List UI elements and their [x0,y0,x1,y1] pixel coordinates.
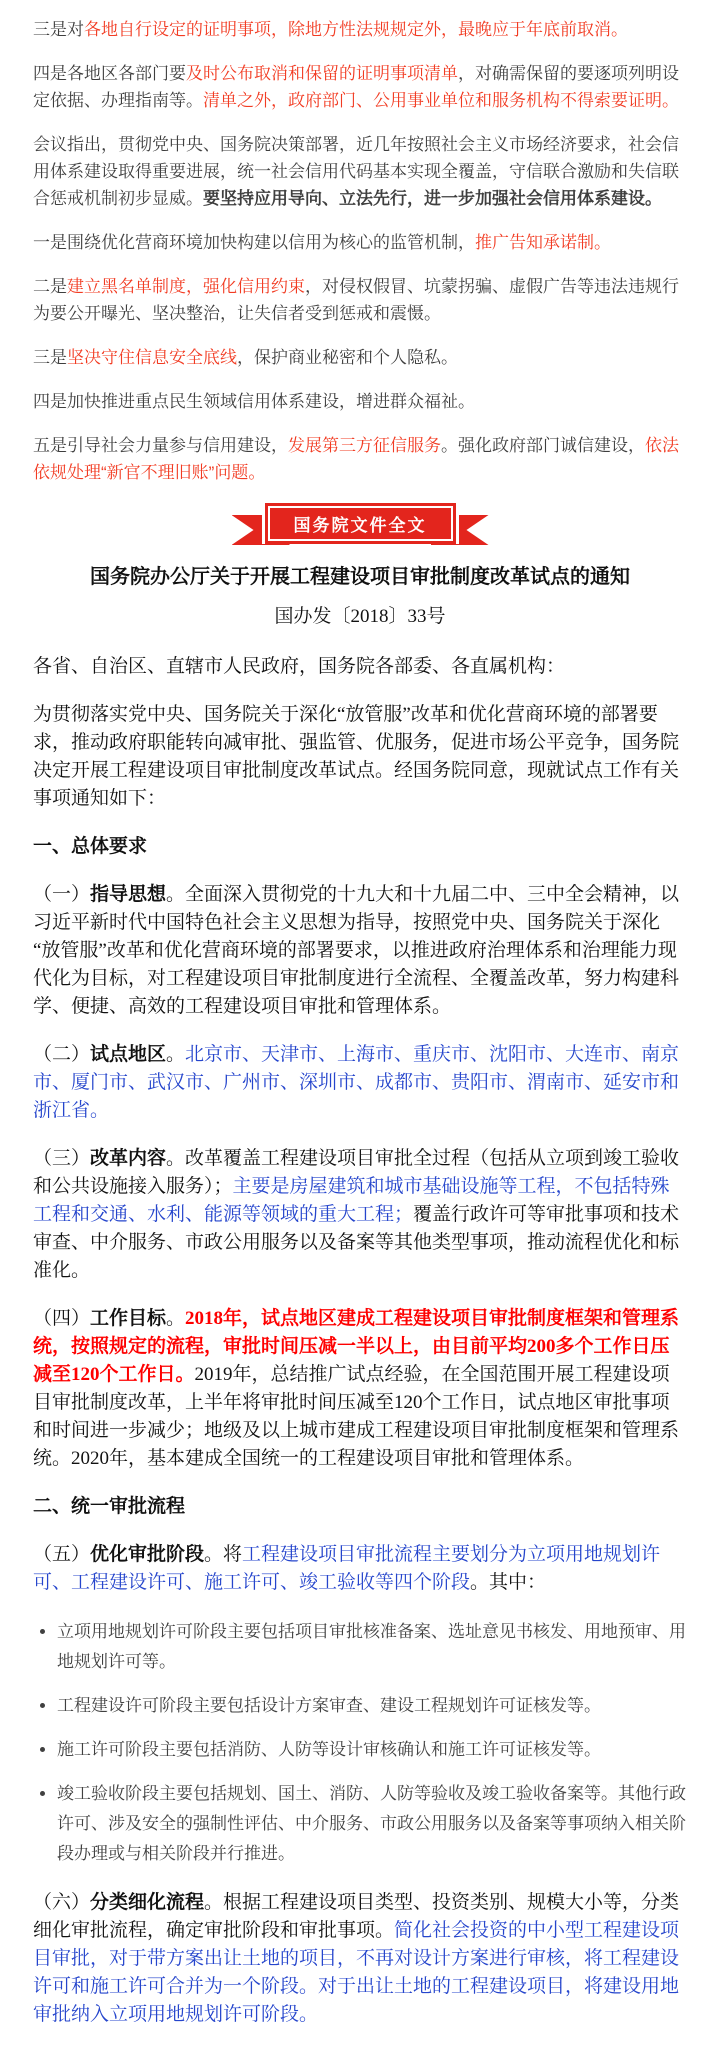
text-segment: 三是 [33,348,67,367]
text-segment: 。 [166,1044,186,1065]
text-segment: （二） [33,1044,91,1065]
paragraph [33,131,687,212]
paragraph [33,229,687,256]
text-segment: 。全面深入贯彻党的十九大和十九届二中、三中全会精神，以习近平新时代中国特色社会主义思想为指导，按照党中央、国务院关于深化“放管服”改革和优化营商环境的部署要求，以推进政府治理体系和治理能力现代化为目标，对工程建设项目审批制度进行全流程、全覆盖改革，努力构建科学、便捷、高效的工程建设项目审批和管理体系。 [33,884,680,1017]
text-segment: 工程建设项目审批流程主要划分为立项用地规划许可、工程建设许可、施工许可、竣工验收等四个阶段 [33,1544,661,1593]
text-segment: 主要是房屋建筑和城市基础设施等工程，不包括特殊工程和交通、水利、能源等领域的重大工程； [33,1176,670,1225]
text-segment: 三是对 [33,20,84,39]
paragraph [33,432,687,486]
text-segment: 发展第三方征信服务 [288,436,441,455]
text-segment: （一） [33,884,91,905]
text-segment: 优化审批阶段 [90,1544,205,1565]
text-segment: 工程建设许可阶段主要包括设计方案审查、建设工程规划许可证核发等。 [57,1696,601,1715]
text-segment: 施工许可阶段主要包括消防、人防等设计审核确认和施工许可证核发等。 [57,1740,601,1759]
document-title: 国务院办公厅关于开展工程建设项目审批制度改革试点的通知 [90,566,630,588]
paragraph [33,1889,687,2029]
banner-label: 国务院文件全文 [268,506,453,541]
text-segment: 简化社会投资的中小型工程建设项目审批，对于带方案出让土地的项目，不再对设计方案进行审核，将工程建设许可和施工许可合并为一个阶段。对于出让土地的工程建设项目，将建设用地审批纳入立项用地规划许可阶段。 [33,1920,680,2025]
text-segment: 。将 [204,1544,243,1565]
text-segment: 清单之外，政府部门、公用事业单位和服务机构不得索要证明。 [203,91,679,110]
text-segment: 。其中： [470,1572,547,1593]
text-segment: 指导思想 [90,884,167,905]
paragraph [33,1041,687,1125]
paragraph [33,1145,687,1285]
section-heading [33,1493,687,1521]
text-segment: 及时公布取消和保留的证明事项清单 [186,64,458,83]
text-segment: （六） [33,1892,91,1913]
paragraph [33,273,687,327]
text-segment: 立项用地规划许可阶段主要包括项目审批核准备案、选址意见书核发、用地预审、用地规划许可等。 [57,1622,686,1671]
text-segment: 五是引导社会力量参与信用建设， [33,436,288,455]
text-segment: 。改革覆盖工程建设项目审批全过程（包括从立项到竣工验收和公共设施接入服务）； [33,1148,680,1197]
text-segment: 二是 [33,277,67,296]
text-segment: 一是围绕优化营商环境加快构建以信用为核心的监管机制， [33,233,475,252]
text-segment: ，保护商业秘密和个人隐私。 [237,348,458,367]
text-segment: 覆盖行政许可等审批事项和技术审查、中介服务、市政公用服务以及备案等其他类型事项，推动流程优化和标准化。 [33,1204,680,1281]
text-segment: 试点地区 [90,1044,167,1065]
text-segment: 分类细化流程 [90,1892,205,1913]
text-segment: 推广告知承诺制。 [475,233,611,252]
list-item [57,1735,687,1765]
list-item [57,1691,687,1721]
paragraph [33,60,687,114]
document-body [33,653,687,2029]
paragraph [33,388,687,415]
paragraph [33,344,687,371]
list-item [57,1779,687,1869]
text-segment: 一、总体要求 [33,836,148,857]
text-segment: 工作目标 [90,1308,167,1329]
text-segment: 为贯彻落实党中央、国务院关于深化“放管服”改革和优化营商环境的部署要求，推动政府职能转向减审批、强监管、优服务，促进市场公平竞争，国务院决定开展工程建设项目审批制度改革试点。经国务院同意，现就试点工作有关事项通知如下： [33,704,680,809]
section-heading [33,833,687,861]
text-segment: （五） [33,1544,91,1565]
bullet-list [33,1617,687,1869]
text-segment: 依法依规处理“新官不理旧账”问题。 [33,436,679,482]
text-segment: ，对侵权假冒、坑蒙拐骗、虚假广告等违法违规行为要公开曝光、坚决整治，让失信者受到惩戒和震慑。 [33,277,679,323]
text-segment: （三） [33,1148,91,1169]
ribbon-box [262,503,459,544]
text-segment: 四是各地区各部门要 [33,64,186,83]
list-item [57,1617,687,1677]
intro-section [33,16,687,486]
paragraph [33,701,687,813]
text-segment: 2018年，试点地区建成工程建设项目审批制度框架和管理系统，按照规定的流程，审批时间压减一半以上，由目前平均200多个工作日压减至120个工作日。 [33,1308,680,1385]
text-segment: 二、统一审批流程 [33,1496,186,1517]
text-segment: 各省、自治区、直辖市人民政府，国务院各部委、各直属机构： [33,656,566,677]
paragraph [33,881,687,1021]
text-segment: 会议指出，贯彻党中央、国务院决策部署，近几年按照社会主义市场经济要求，社会信用体系建设取得重要进展，统一社会信用代码基本实现全覆盖，守信联合激励和失信联合惩戒机制初步显威。 [33,135,679,208]
text-segment: 各地自行设定的证明事项，除地方性法规规定外，最晚应于年底前取消。 [84,20,628,39]
text-segment: 四是加快推进重点民生领域信用体系建设，增进群众福祉。 [33,392,475,411]
text-segment: ，对确需保留的要逐项列明设定依据、办理指南等。 [33,64,679,110]
text-segment: 。根据工程建设项目类型、投资类别、规模大小等，分类细化审批流程，确定审批阶段和审批事项。 [33,1892,680,1941]
text-segment: 。 [166,1308,186,1329]
paragraph [33,16,687,43]
text-segment: 改革内容 [90,1148,167,1169]
text-segment: 北京市、天津市、上海市、重庆市、沈阳市、大连市、南京市、厦门市、武汉市、广州市、深圳市、成都市、贵阳市、渭南市、延安市和浙江省。 [33,1044,680,1121]
text-segment: 2019年，总结推广试点经验，在全国范围开展工程建设项目审批制度改革，上半年将审批时间压减至120个工作日，试点地区审批事项和时间进一步减少；地级及以上城市建成工程建设项目审批制度框架和管理系统。2020年，基本建成全国统一的工程建设项目审批和管理体系。 [33,1364,680,1469]
text-segment: （四） [33,1308,91,1329]
text-segment: 竣工验收阶段主要包括规划、国土、消防、人防等验收及竣工验收备案等。其他行政许可、涉及安全的强制性评估、中介服务、市政公用服务以及备案等事项纳入相关阶段办理或与相关阶段并行推进。 [57,1784,686,1863]
text-segment: 坚决守住信息安全底线 [67,348,237,367]
document-number: 国办发〔2018〕33号 [274,606,446,627]
text-segment: 建立黑名单制度，强化信用约束 [67,277,305,296]
paragraph [33,653,687,681]
text-segment: 。强化政府部门诚信建设， [441,436,645,455]
paragraph [33,1541,687,1597]
section-banner [262,503,459,549]
text-segment: 要坚持应用导向、立法先行，进一步加强社会信用体系建设。 [203,189,662,208]
paragraph [33,1305,687,1473]
